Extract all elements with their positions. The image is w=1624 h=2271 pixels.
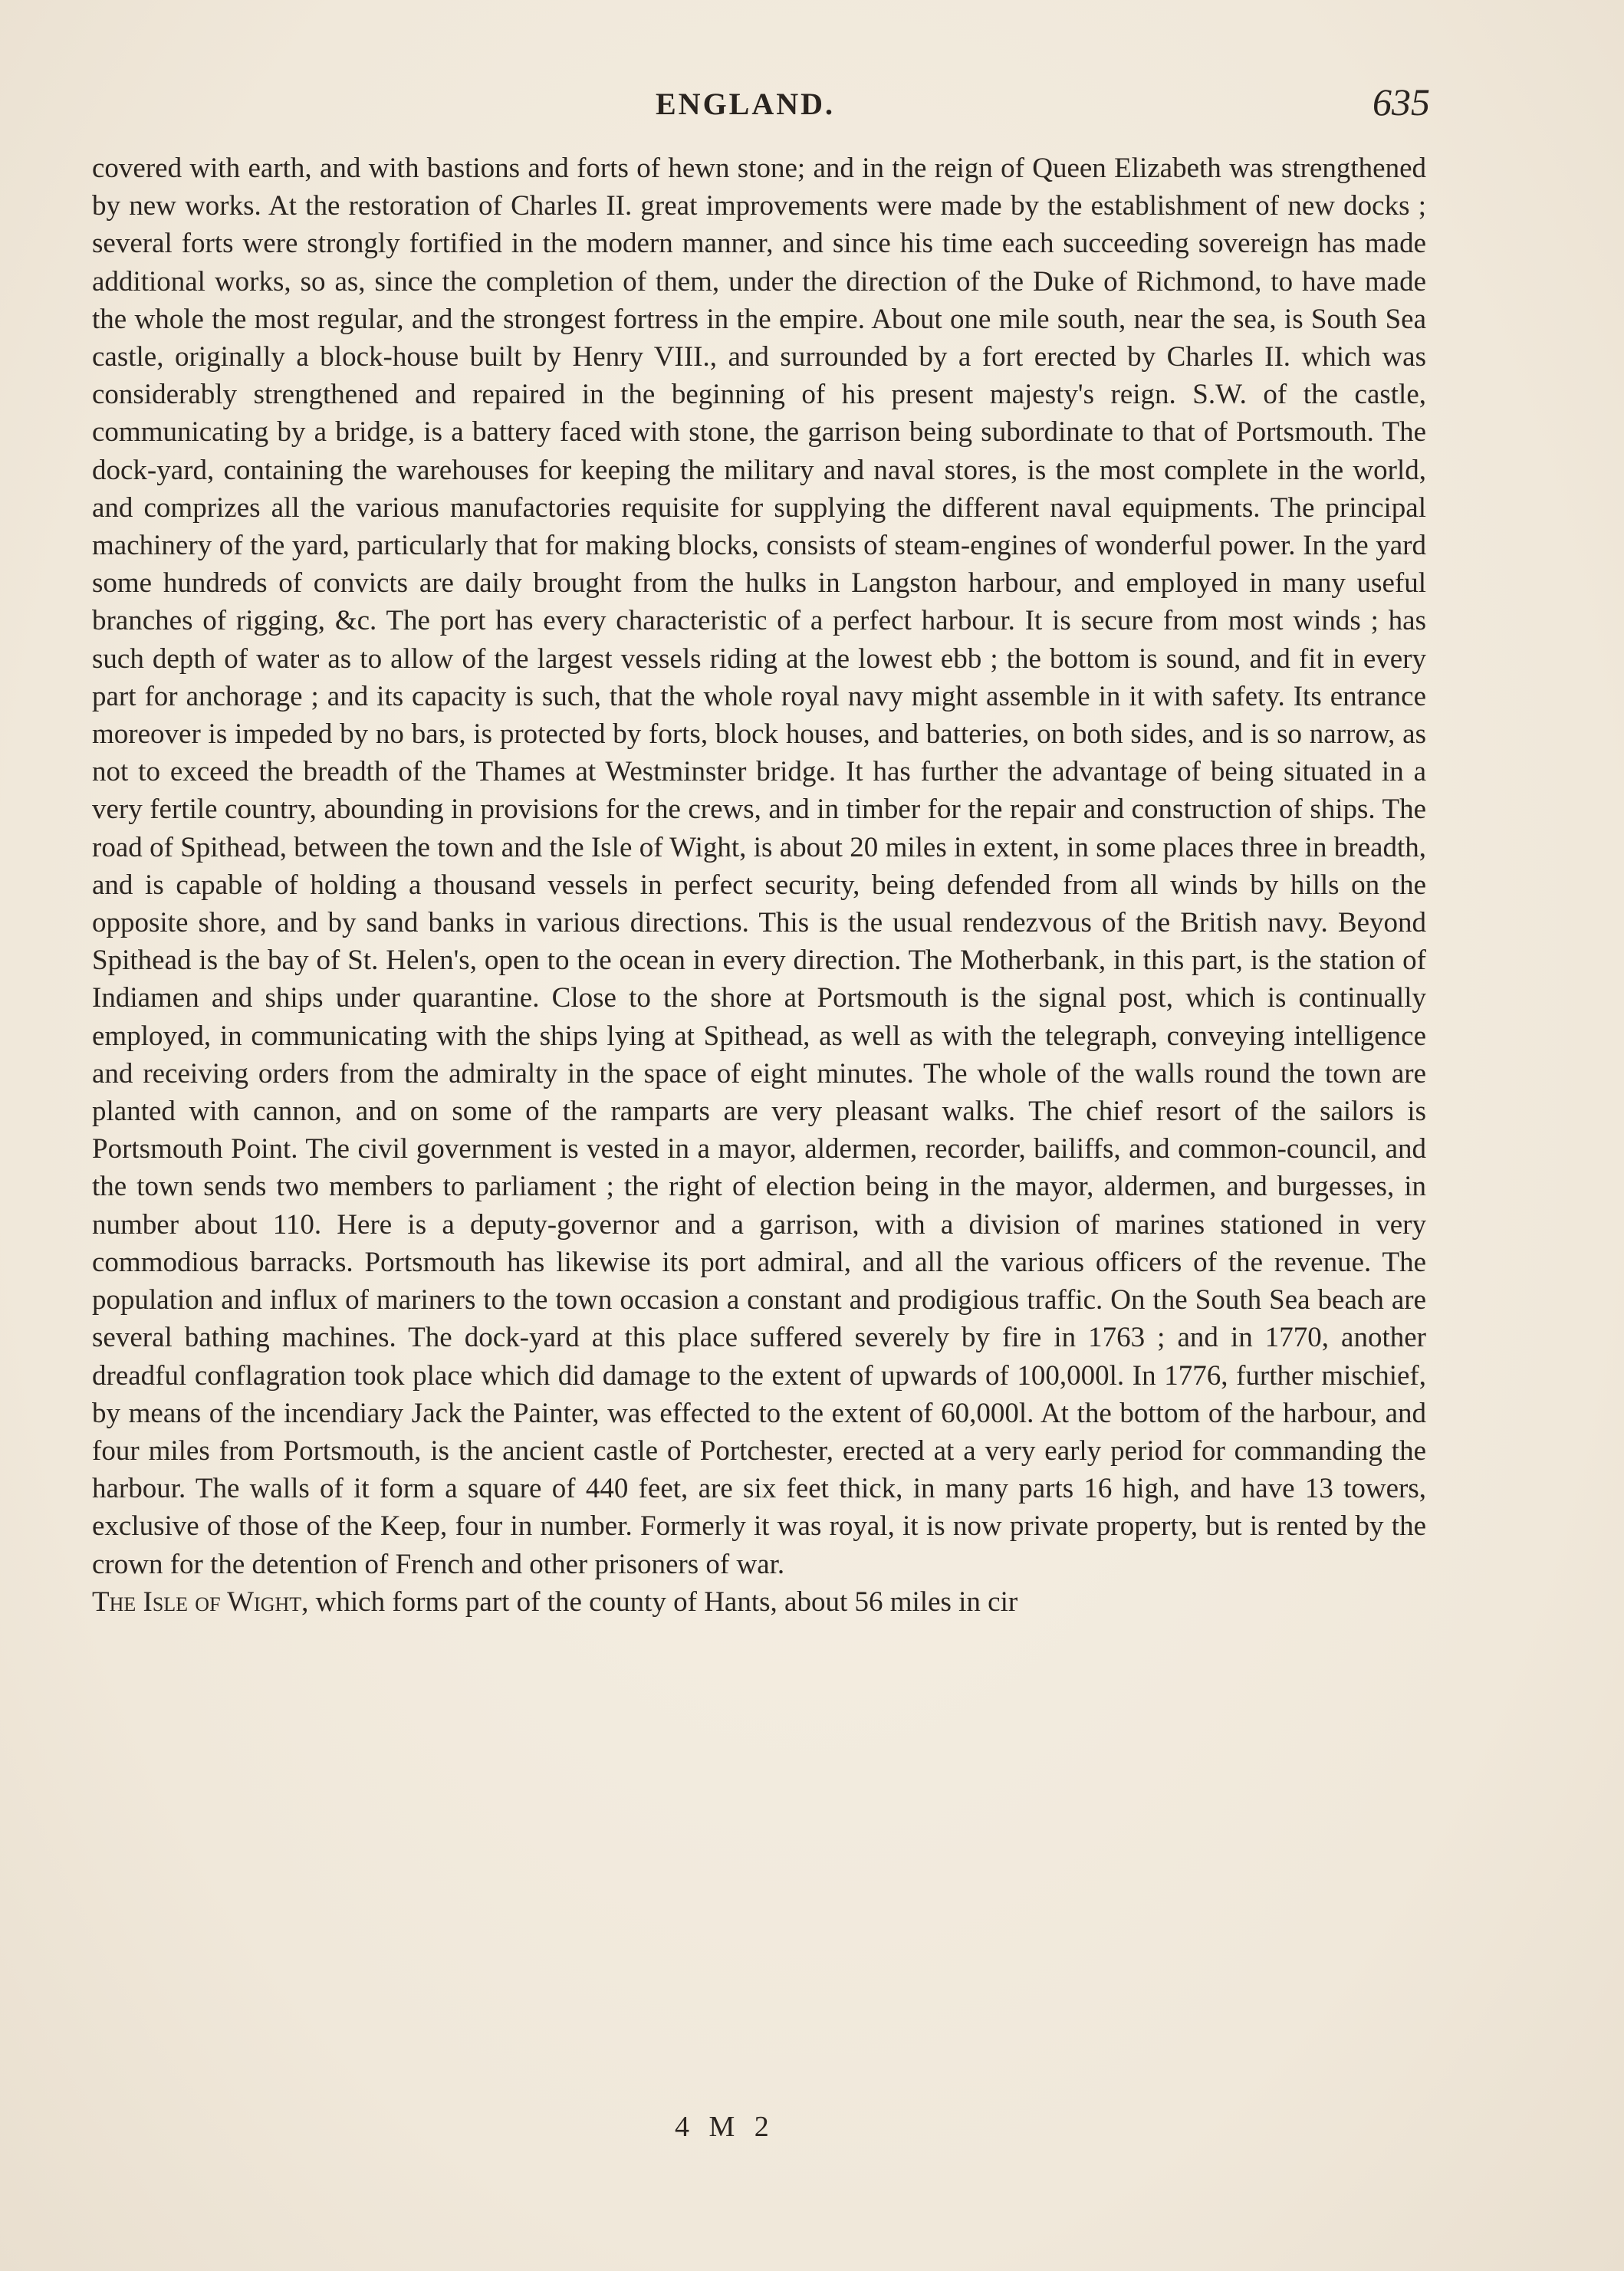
paragraph-portsmouth: covered with earth, and with bastions and forts of hewn stone; and in the reign of Queen Elizabeth was strengthened by new works. At the restoration of Charles II. great improvements were made by the establishment of new docks ; several forts were strongly fortified in the modern manner, and since his time each succeeding sovereign has made additional works, so as, since the completion of them, under the direction of the Duke of Richmond, to have made the whole the most regular, and the strongest fortress in the empire. About one mile south, near the sea, is South Sea castle, originally a block-house built by Henry VIII., and surrounded by a fort erected by Charles II. which was considerably strengthened and repaired in the beginning of his present majesty's reign. S.W. of the castle, communicating by a bridge, is a battery faced with stone, the garrison being subordinate to that of Portsmouth. The dock-yard, containing the warehouses for keeping the military and naval stores, is the most complete in the world, and comprizes all the various manufactories requisite for supplying the different naval equipments. The principal machinery of the yard, particularly that for making blocks, consists of steam-engines of wonderful power. In the yard some hundreds of convicts are daily brought from the hulks in Langston harbour, and employed in many useful branches of rigging, &c. The port has every characteristic of a perfect harbour. It is secure from most winds ; has such depth of water as to allow of the largest vessels riding at the lowest ebb ; the bottom is sound, and fit in every part for anchorage ; and its capacity is such, that the whole royal navy might assemble in it with safety. Its entrance moreover is impeded by no bars, is protected by forts, block houses, and batteries, on both sides, and is so narrow, as not to exceed the breadth of the Thames at Westminster bridge. It has further the advantage of being situated in a very fertile country, abounding in provisions for the crews, and in timber for the repair and construction of ships. The road of Spithead, between the town and the Isle of Wight, is about 20 miles in extent, in some places three in breadth, and is capable of holding a thousand vessels in perfect security, being defended from all winds by hills on the opposite shore, and by sand banks in various directions. This is the usual rendezvous of the British navy. Beyond Spithead is the bay of St. Helen's, open to the ocean in every direction. The Motherbank, in this part, is the station of Indiamen and ships under quarantine. Close to the shore at Portsmouth is the signal post, which is continually employed, in communicating with the ships lying at Spithead, as well as with the telegraph, conveying intelligence and receiving orders from the admiralty in the space of eight minutes. The whole of the walls round the town are planted with cannon, and on some of the ramparts are very pleasant walks. The chief resort of the sailors is Portsmouth Point. The civil government is vested in a mayor, aldermen, recorder, bailiffs, and common-council, and the town sends two members to parliament ; the right of election being in the mayor, aldermen, and burgesses, in number about 110. Here is a deputy-governor and a garrison, with a division of marines stationed in very commodious barracks. Portsmouth has likewise its port admiral, and all the various officers of the revenue. The population and influx of mariners to the town occasion a constant and prodigious traffic. On the South Sea beach are several bathing machines. The dock-yard at this place suffered severely by fire in 1763 ; and in 1770, another dreadful conflagration took place which did damage to the extent of upwards of 100,000l. In 1776, further mischief, by means of the incendiary Jack the Painter, was effected to the extent of 60,000l. At the bottom of the harbour, and four miles from Portsmouth, is the ancient castle of Portchester, erected at a very early period for commanding the harbour. The walls of it form a square of 440 feet, are six feet thick, in many parts 16 high, and have 13 towers, exclusive of those of the Keep, four in number. Formerly it was royal, it is now private property, but is rented by the crown for the detention of French and other prisoners of war. xyxy=(92,153,1426,1580)
page-number: 635 xyxy=(1373,81,1430,123)
isle-of-wight-text: which forms part of the county of Hants, about 56 miles in cir xyxy=(308,1586,1018,1618)
body-text xyxy=(92,150,1426,1621)
paragraph-isle-of-wight xyxy=(92,1583,1426,1621)
running-title: ENGLAND. xyxy=(656,87,836,121)
page-footer xyxy=(0,2110,1624,2156)
isle-of-wight-heading: The Isle of Wight, xyxy=(92,1586,309,1618)
running-head xyxy=(0,81,1624,132)
signature-mark: 4 M 2 xyxy=(675,2111,775,2143)
